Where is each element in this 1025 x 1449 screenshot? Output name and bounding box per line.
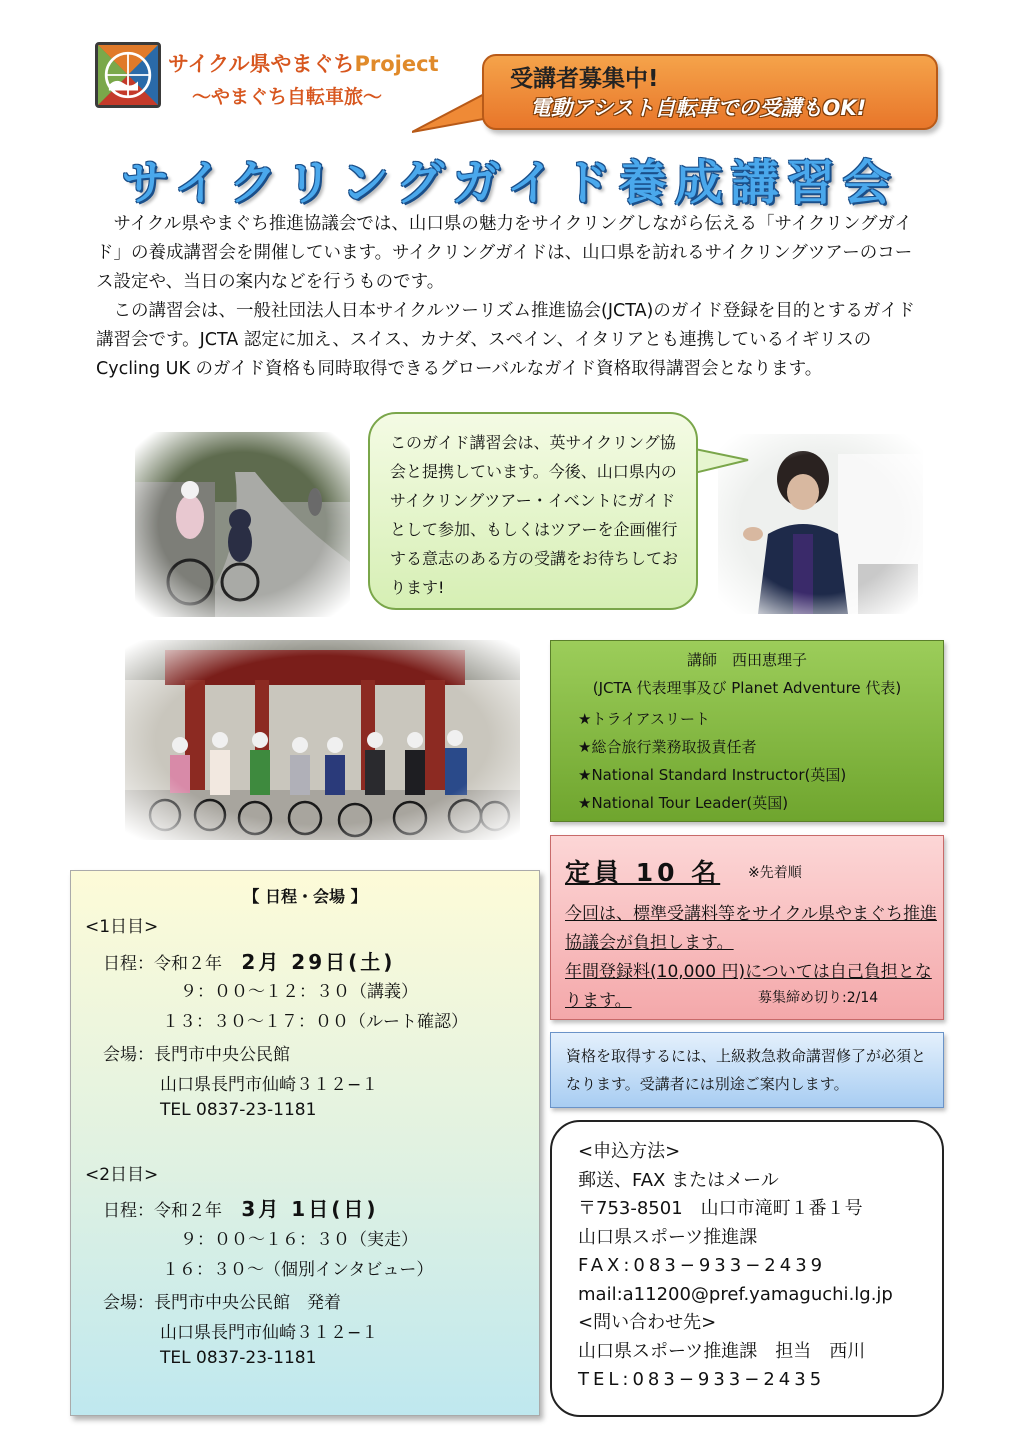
application-heading: <申込方法> <box>578 1141 681 1162</box>
day1-date <box>103 946 395 975</box>
qualification-text: 資格を取得するには、上級救急救命講習修了が必須となります。受講者には別途ご案内します。 <box>566 1047 927 1093</box>
day1-venue: 会場：長門市中央公民館 <box>103 1045 290 1065</box>
schedule-title: 【 日程・会場 】 <box>243 887 367 906</box>
recruit-heading: 受講者募集中! <box>510 66 659 92</box>
day2-venue: 会場：長門市中央公民館 発着 <box>103 1293 341 1313</box>
photo-cyclists-on-road <box>135 432 350 617</box>
day2-address: 山口県長門市仙崎３１２−１ <box>160 1323 379 1343</box>
logo <box>95 42 161 108</box>
speech-bubble-tail <box>690 440 750 480</box>
day1-heading: <1日目> <box>85 917 159 937</box>
instructor-credentials <box>578 705 846 817</box>
day2-phone: TEL 0837-23-1181 <box>160 1348 317 1368</box>
recruit-ebike-note: 電動アシスト自転車での受講もOK! <box>530 96 867 120</box>
fee-burden-text: 今回は、標準受講料等をサイクル県やまぐち推進協議会が負担します。 <box>565 904 937 953</box>
email-address[interactable]: mail:a11200@pref.yamaguchi.lg.jp <box>578 1283 893 1305</box>
department: 山口県スポーツ推進課 <box>578 1226 758 1248</box>
day2-time-interview: １６：３０〜（個別インタビュー） <box>162 1260 434 1280</box>
credential-item: ★トライアスリート <box>578 710 710 728</box>
day1-address: 山口県長門市仙崎３１２−１ <box>160 1075 379 1095</box>
fee-info <box>565 900 940 1016</box>
credential-item: ★National Standard Instructor(英国) <box>578 766 847 784</box>
photo-group-at-temple-gate <box>125 640 520 840</box>
day2-heading: <2日目> <box>85 1165 159 1185</box>
credential-item: ★総合旅行業務取扱責任者 <box>578 738 757 756</box>
instructor-affiliation: (JCTA 代表理事及び Planet Adventure 代表) <box>592 679 902 697</box>
day1-time-route: １３：３０〜１７：００（ルート確認） <box>162 1012 468 1032</box>
intro-paragraph-2: この講習会は、一般社団法人日本サイクルツーリズム推進協会(JCTA)のガイド登録を目的とするガイド講習会です。JCTA 認定に加え、スイス、カナダ、スペイン、イタリアとも連携しているイギリスの Cycling UK のガイド資格も同時取得できるグローバルなガイド資格取得講習会となります。 <box>96 301 915 379</box>
capacity-label: 定員 10 名 <box>565 858 721 887</box>
first-come-note: ※先着順 <box>748 865 802 881</box>
day2-date <box>103 1193 378 1222</box>
project-title-main: サイクル県やまぐち <box>168 52 355 76</box>
day1-time-lecture: ９：００〜１２：３０（講義） <box>180 982 418 1002</box>
credential-item: ★National Tour Leader(英国) <box>578 794 789 812</box>
postal-address: 〒753-8501 山口市滝町１番１号 <box>578 1198 863 1219</box>
project-title-sub: Project <box>354 52 439 76</box>
project-subtitle: 〜やまぐち自転車旅〜 <box>192 86 383 108</box>
day1-phone: TEL 0837-23-1181 <box>160 1100 317 1120</box>
day1-date-value: 2月 29日(土) <box>241 950 396 974</box>
application-method: 郵送、FAX またはメール <box>578 1169 779 1191</box>
main-title: サイクリングガイド養成講習会 <box>121 155 899 211</box>
inquiry-heading: <問い合わせ先> <box>578 1312 717 1333</box>
intro-paragraph-1: サイクル県やまぐち推進協議会では、山口県の魅力をサイクリングしながら伝える「サイクリングガイド」の養成講習会を開催しています。サイクリングガイドは、山口県を訪れるサイクリングツアーのコース設定や、当日の案内などを行うものです。 <box>96 214 913 292</box>
phone-number: TEL:083−933−2435 <box>578 1369 826 1390</box>
application-info <box>578 1138 893 1395</box>
day2-date-label: 日程：令和２年 <box>103 1201 222 1221</box>
fax-number: FAX:083−933−2439 <box>578 1255 827 1276</box>
intro-text <box>96 210 926 384</box>
day1-date-label: 日程：令和２年 <box>103 954 222 974</box>
application-deadline: 募集締め切り:2/14 <box>758 990 879 1006</box>
day2-date-value: 3月 1日(日) <box>241 1197 379 1221</box>
day2-time-ride: ９：００〜１６：３０（実走） <box>180 1230 418 1250</box>
speech-bubble-text: このガイド講習会は、英サイクリング協会と提携しています。今後、山口県内のサイクリングツアー・イベントにガイドとして参加、もしくはツアーを企画催行する意志のある方の受講をお待ちしております! <box>390 433 679 597</box>
registration-fee-text: 年間登録料(10,000 円)については自己負担となります。 <box>565 962 932 1011</box>
project-title <box>168 48 439 78</box>
instructor-name: 講師 西田恵理子 <box>686 651 807 669</box>
inquiry-contact: 山口県スポーツ推進課 担当 西川 <box>578 1340 866 1362</box>
